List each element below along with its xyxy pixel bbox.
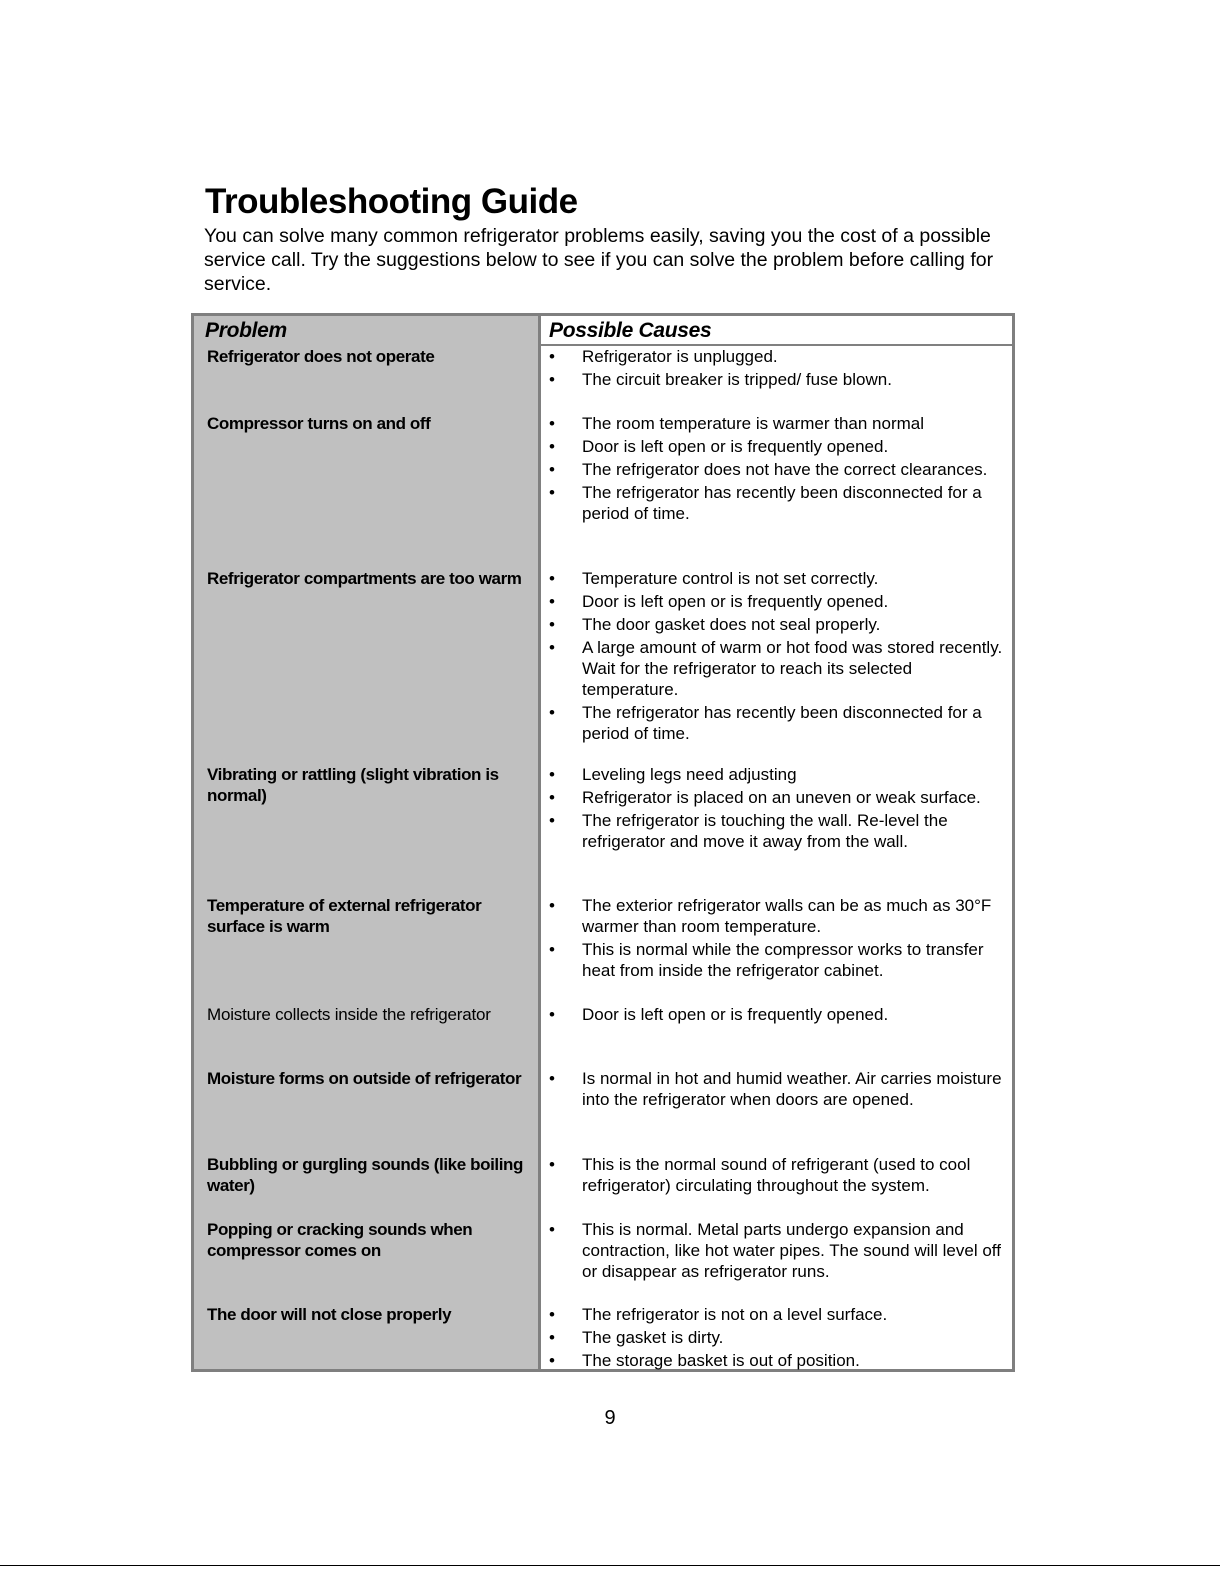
bullet-icon: • [549,569,555,588]
causes-list [549,346,1009,392]
cause-item: • Leveling legs need adjusting [549,765,797,784]
cause-item: • The door gasket does not seal properly. [549,615,881,634]
causes-list [549,764,1009,854]
cause-item: • Door is left open or is frequently opened. [549,1005,889,1024]
bullet-icon: • [549,896,555,915]
causes-list [549,568,1009,746]
bullet-icon: • [549,1069,555,1088]
bullet-icon: • [549,788,555,807]
cause-item: • This is the normal sound of refrigerant (used to cool refrigerator) circulating throughout the system. [549,1155,971,1195]
bullet-icon: • [549,1220,555,1239]
cause-item: • Is normal in hot and humid weather. Air carries moisture into the refrigerator when doors are opened. [549,1069,1002,1109]
problem-text: Compressor turns on and off [207,414,431,433]
bullet-icon: • [549,1328,555,1347]
bullet-icon: • [549,460,555,479]
cause-item: • The refrigerator has recently been disconnected for a period of time. [549,483,982,523]
bullet-icon: • [549,811,555,830]
cause-item: • A large amount of warm or hot food was stored recently. Wait for the refrigerator to reach its selected temperature. [549,638,1003,699]
causes-list [549,1219,1009,1284]
bullet-icon: • [549,437,555,456]
bullet-icon: • [549,347,555,366]
troubleshooting-table [191,313,1015,1372]
problem-text: Vibrating or rattling (slight vibration is normal) [207,765,499,805]
causes-list [549,413,1009,526]
problem-text: Temperature of external refrigerator surface is warm [207,896,482,936]
cause-item: • The refrigerator has recently been disconnected for a period of time. [549,703,982,743]
problem-text: Moisture collects inside the refrigerator [207,1005,491,1024]
cause-item: • The refrigerator does not have the correct clearances. [549,460,988,479]
cause-item: • The exterior refrigerator walls can be as much as 30°F warmer than room temperature. [549,896,992,936]
bullet-icon: • [549,638,555,657]
causes-list [549,1004,1009,1027]
bullet-icon: • [549,940,555,959]
bullet-icon: • [549,765,555,784]
cause-item: • Door is left open or is frequently opened. [549,437,889,456]
causes-list [549,1154,1009,1198]
problem-text: Refrigerator compartments are too warm [207,569,522,588]
cause-item: • This is normal while the compressor works to transfer heat from inside the refrigerator cabinet. [549,940,984,980]
intro-paragraph: You can solve many common refrigerator problems easily, saving you the cost of a possible service call. Try the suggestions below to see if you can solve the problem before calling for service. [204,225,994,295]
bullet-icon: • [549,1005,555,1024]
bullet-icon: • [549,1155,555,1174]
cause-item: • The room temperature is warmer than normal [549,414,925,433]
cause-item: • The circuit breaker is tripped/ fuse blown. [549,370,892,389]
problem-text: Bubbling or gurgling sounds (like boiling water) [207,1155,524,1195]
header-problem: Problem [205,319,287,342]
causes-list [549,1068,1009,1112]
bullet-icon: • [549,414,555,433]
causes-list [549,895,1009,983]
cause-item: • Temperature control is not set correctly. [549,569,879,588]
cause-item: • The gasket is dirty. [549,1328,724,1347]
page-title: Troubleshooting Guide [205,182,578,221]
bullet-icon: • [549,1351,555,1370]
bullet-icon: • [549,615,555,634]
bullet-icon: • [549,592,555,611]
problem-column-background [194,316,538,1369]
problem-text: Refrigerator does not operate [207,347,435,366]
page-number: 9 [604,1407,616,1429]
column-divider [538,316,541,1369]
problem-text: Moisture forms on outside of refrigerator [207,1069,522,1088]
header-possible-causes: Possible Causes [549,319,712,342]
bullet-icon: • [549,703,555,722]
cause-item: • Door is left open or is frequently opened. [549,592,889,611]
problem-text: Popping or cracking sounds when compressor comes on [207,1220,473,1260]
bullet-icon: • [549,1305,555,1324]
cause-item: • The refrigerator is touching the wall. Re-level the refrigerator and move it away from the wall. [549,811,948,851]
bullet-icon: • [549,483,555,502]
cause-item: • The refrigerator is not on a level surface. [549,1305,888,1324]
table-header [194,316,1012,344]
problem-text: The door will not close properly [207,1305,452,1324]
bullet-icon: • [549,370,555,389]
cause-item: • The storage basket is out of position. [549,1351,860,1370]
cause-item: • Refrigerator is placed on an uneven or weak surface. [549,788,981,807]
bottom-rule [0,1565,1220,1566]
cause-item: • Refrigerator is unplugged. [549,347,778,366]
cause-item: • This is normal. Metal parts undergo expansion and contraction, like hot water pipes. The sound will level off or disappear as refrigerator runs. [549,1220,1001,1281]
causes-list [549,1304,1009,1373]
